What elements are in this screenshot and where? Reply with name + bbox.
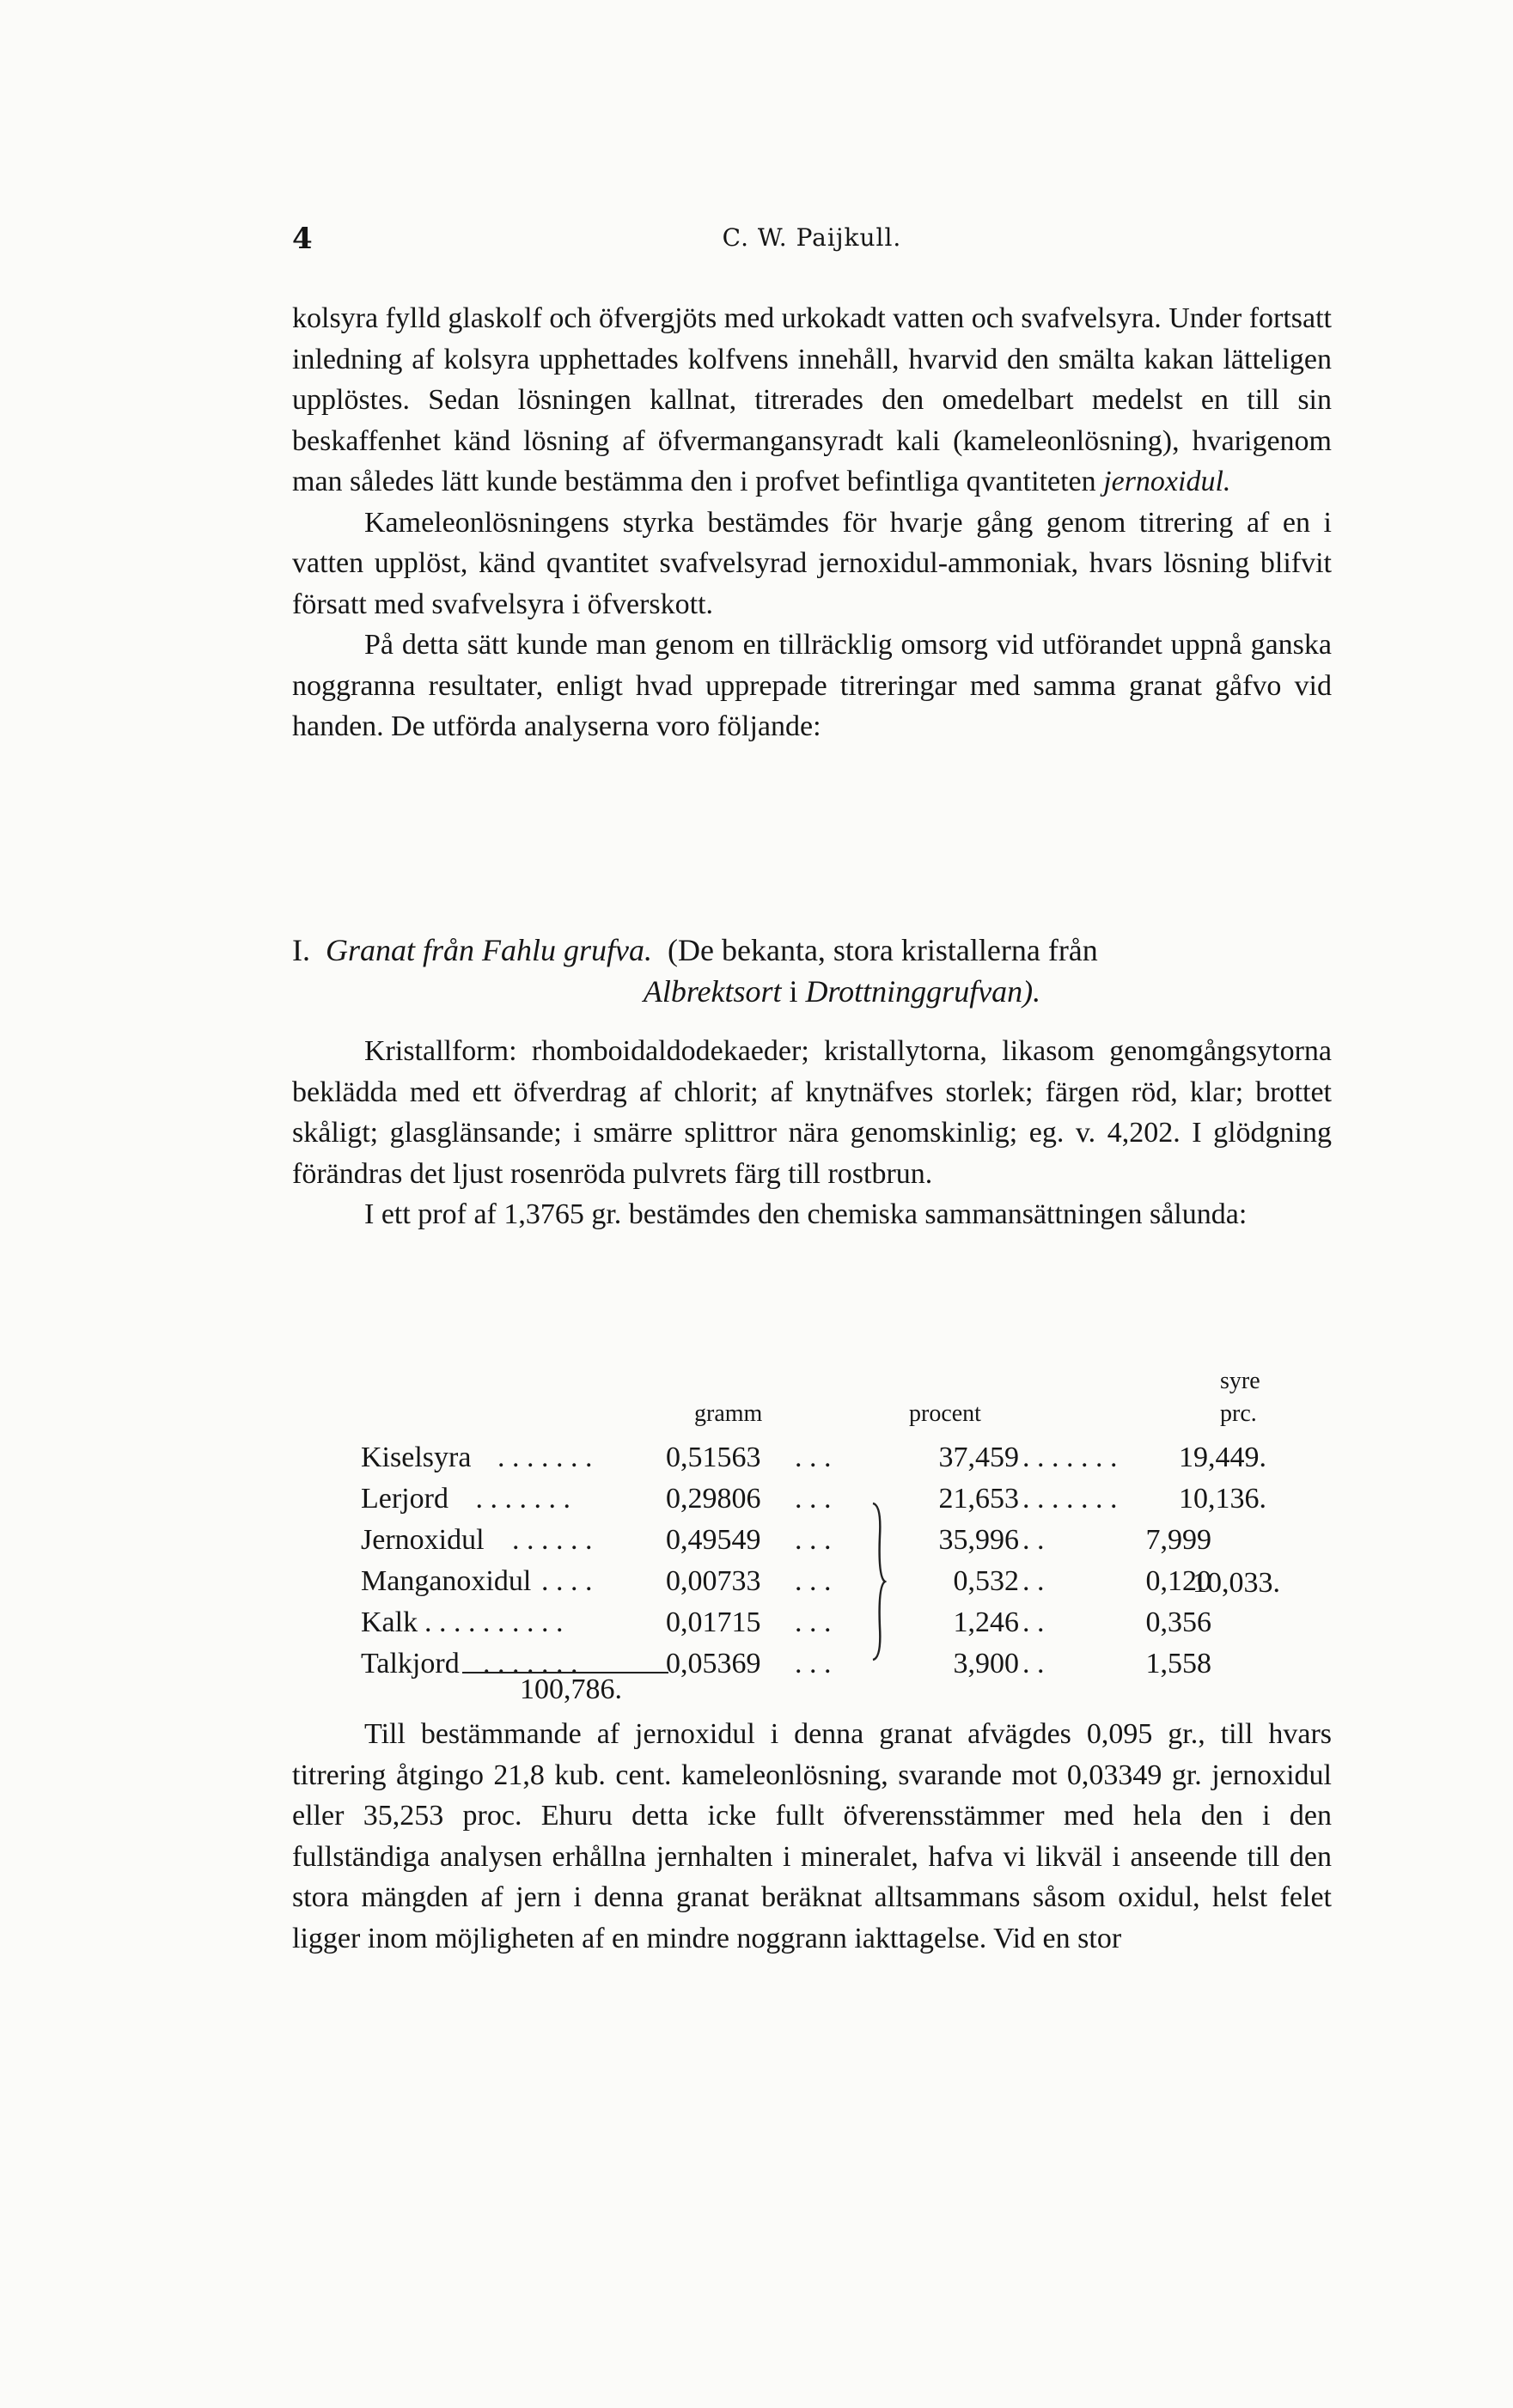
row-dots: . . . (795, 1606, 832, 1638)
row-dots: . . . (795, 1565, 832, 1597)
table-row (361, 1483, 1306, 1524)
row-dots: . . . (795, 1483, 832, 1515)
row-syre: 7,999 (1145, 1524, 1211, 1556)
col-head-procent: procent (909, 1400, 981, 1427)
page-number: 4 (292, 222, 313, 256)
col-head-gramm: gramm (694, 1400, 763, 1427)
table-row (361, 1606, 1306, 1648)
bracket-value: 10,033. (1193, 1567, 1280, 1599)
row-dots: . . . . . . . (1022, 1442, 1118, 1473)
row-procent: 37,459 (938, 1442, 1019, 1473)
row-name: Manganoxidul (361, 1565, 532, 1597)
running-head: C. W. Paijkull. (722, 223, 902, 252)
text-block-bottom (292, 1714, 1332, 1959)
row-dots: . . (1022, 1648, 1045, 1680)
row-dots: . . . . . . (512, 1524, 593, 1556)
row-syre-pct: 19,449. (1179, 1442, 1266, 1473)
paragraph-2: Kameleonlösningens styrka bestämdes för hvarje gång genom titrering af en i vatten upplöst, känd qvantitet svafvelsyrad jernoxidul-ammoniak, hvars lösning blifvit försatt med svafvelsyra i öfverskott. (292, 506, 1332, 620)
row-dots: . . . (795, 1524, 832, 1556)
place-albrektsort: Albrektsort (643, 974, 782, 1009)
row-dots: . . (1022, 1524, 1045, 1556)
table-row (361, 1442, 1306, 1483)
table-total: 100,786. (520, 1673, 622, 1705)
row-dots: . . . (795, 1442, 832, 1473)
row-gram: 0,49549 (666, 1524, 761, 1556)
row-gram: 0,05369 (666, 1648, 761, 1680)
table-row (361, 1648, 1306, 1689)
curly-brace-icon (869, 1502, 887, 1661)
row-dots: . . . . . . . (468, 1483, 570, 1515)
row-procent: 3,900 (953, 1648, 1019, 1680)
paragraph-3: På detta sätt kunde man genom en tillräcklig omsorg vid utförandet uppnå ganska noggranna resultater, enligt hvad upprepade titreringar med samma granat gåfvo vid handen. De utförda analyserna voro följande: (292, 629, 1332, 742)
row-gram: 0,29806 (666, 1483, 761, 1515)
row-syre: 0,120 (1145, 1565, 1211, 1597)
row-dots: . . . . . . . (483, 1648, 578, 1680)
text-block-top (292, 298, 1332, 747)
row-procent: 21,653 (938, 1483, 1019, 1515)
section-title: Granat från Fahlu grufva. (326, 933, 653, 967)
row-gram: 0,01715 (666, 1606, 761, 1638)
row-name: Talkjord (361, 1648, 460, 1680)
row-dots: . . . (795, 1648, 832, 1680)
row-syre-pct: 10,136. (1179, 1483, 1266, 1515)
table-row (361, 1565, 1306, 1606)
row-procent: 1,246 (953, 1606, 1019, 1638)
row-procent: 0,532 (953, 1565, 1019, 1597)
row-name: Kiselsyra (361, 1442, 472, 1473)
row-name: Kalk (361, 1606, 418, 1638)
row-dots: . . . . . . . . . . (424, 1606, 564, 1638)
place-drottninggrufvan: Drottninggrufvan). (805, 974, 1041, 1009)
italic-term: jernoxidul. (1103, 466, 1231, 497)
paragraph-titration: Till bestämmande af jernoxidul i denna granat afvägdes 0,095 gr., till hvars titrering åtgingo 21,8 kub. cent. kameleonlösning, svarande mot 0,03349 gr. jernoxidul eller 35,253 proc. Ehuru detta icke fullt öfverensstämmer med hela den i den fullständiga analysen erhållna jernhalten i mineralet, hafva vi likväl i anseende till den stora mängden af jern i denna granat beräknat alltsammans såsom oxidul, helst felet ligger inom möjligheten af en mindre noggrann iakttagelse. Vid en stor (292, 1718, 1332, 1954)
table-row (361, 1524, 1306, 1565)
row-dots: . . . . (541, 1565, 593, 1597)
row-dots: . . . . . . . (1022, 1483, 1118, 1515)
row-syre: 1,558 (1145, 1648, 1211, 1680)
analysis-table (361, 1340, 1306, 1710)
row-gram: 0,00733 (666, 1565, 761, 1597)
section-heading: I. Granat från Fahlu grufva. (De bekanta, stora kristallerna från Albrektsort i Drottninggrufvan). (292, 933, 1098, 1009)
paragraph-sample: I ett prof af 1,3765 gr. bestämdes den chemiska sammansättningen sålunda: (364, 1198, 1248, 1230)
row-dots: . . (1022, 1565, 1045, 1597)
row-gram: 0,51563 (666, 1442, 761, 1473)
section-numeral: I. (292, 933, 310, 967)
paragraph-1: kolsyra fylld glaskolf och öfvergjöts med urkokadt vatten och svafvelsyra. Under fortsatt inledning af kolsyra upphettades kolfvens innehåll, hvarvid den smälta kakan lätteligen upplöstes. Sedan lösningen kallnat, titrerades den omedelbart medelst en till sin beskaffenhet känd lösning af öfvermangansyradt kali (kameleonlösning), hvarigenom man således lätt kunde bestämma den i profvet befintliga qvantiteten jernoxidul. (292, 302, 1332, 497)
text-block-mid (292, 1031, 1332, 1235)
col-head-prc: prc. (1220, 1400, 1257, 1427)
row-dots: . . (1022, 1606, 1045, 1638)
page-header (292, 222, 1332, 265)
paragraph-crystal: Kristallform: rhomboidaldodekaeder; kristallytorna, likasom genomgångsytorna beklädda med ett öfverdrag af chlorit; af knytnäfves storlek; färgen röd, klar; brottet skåligt; glasglänsande; i smärre splittror nära genomskinlig; eg. v. 4,202. I glödgning förändras det ljust rosenröda pulvrets färg till rostbrun. (292, 1035, 1332, 1190)
row-syre: 0,356 (1145, 1606, 1211, 1638)
row-dots: . . . . . . . (497, 1442, 593, 1473)
row-name: Lerjord (361, 1483, 448, 1515)
row-name: Jernoxidul (361, 1524, 485, 1556)
row-procent: 35,996 (938, 1524, 1019, 1556)
col-head-syre: syre (1220, 1368, 1260, 1394)
section-note: (De bekanta, stora kristallerna från (668, 933, 1098, 967)
